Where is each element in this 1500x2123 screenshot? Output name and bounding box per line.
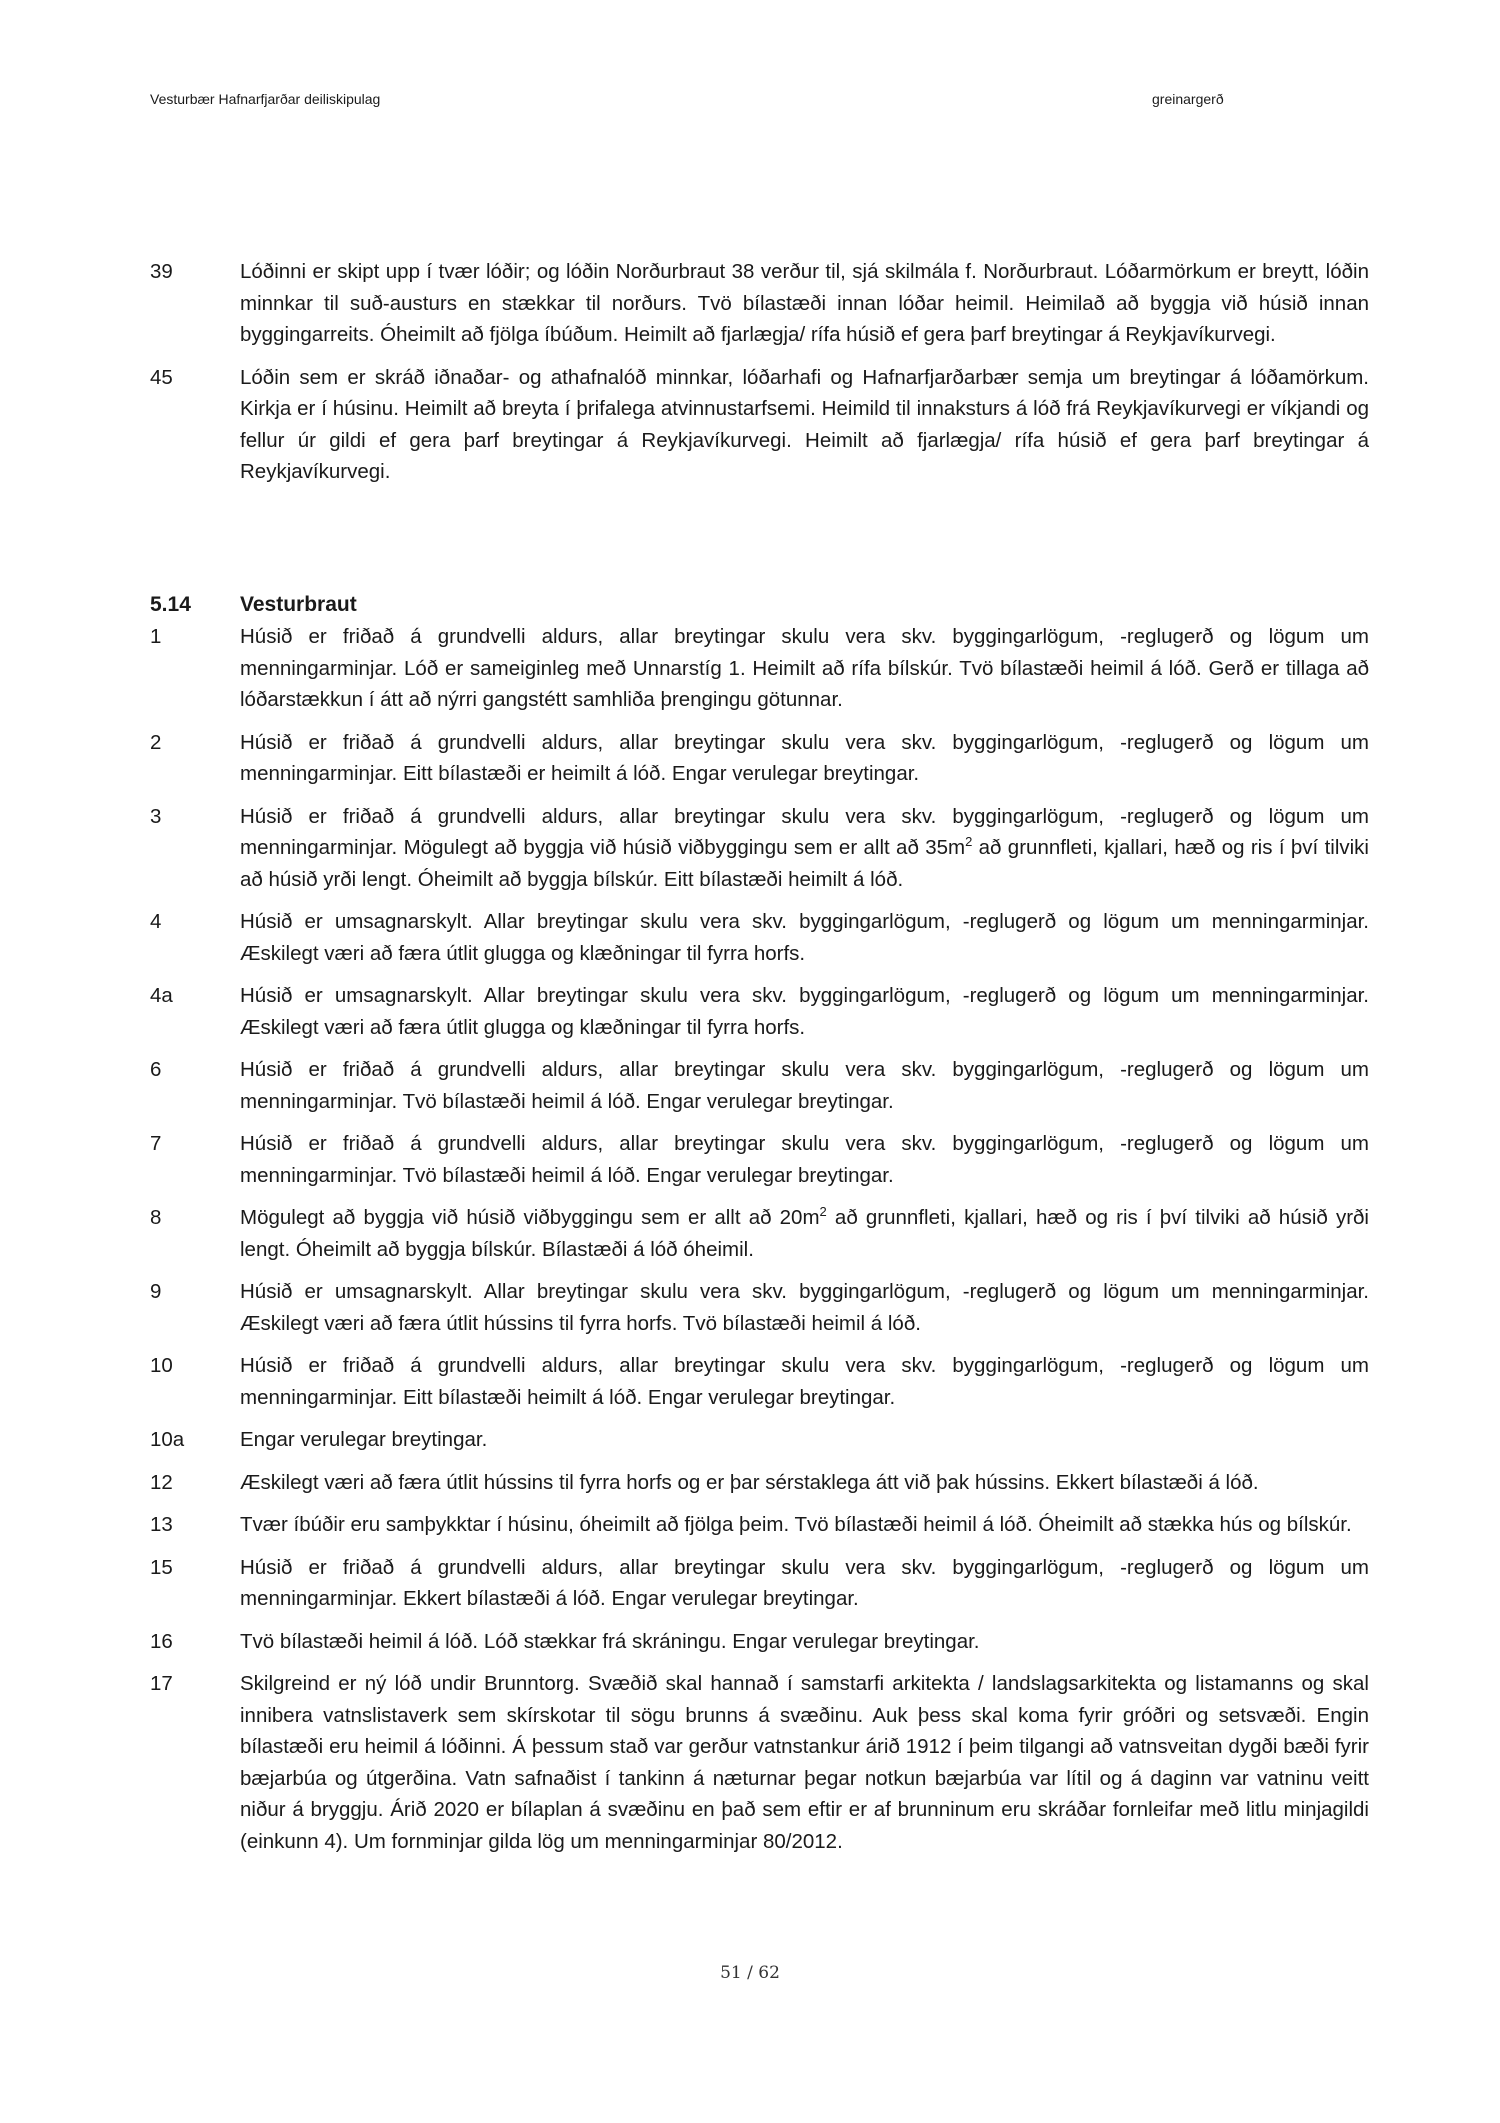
list-item [150,801,1369,896]
entry-number: 45 [150,365,173,389]
header-document-title: Vesturbær Hafnarfjarðar deiliskipulag [150,91,381,107]
list-item [150,1276,1369,1339]
list-item [150,621,1369,716]
entry-number: 2 [150,730,162,754]
list-item [150,1552,1369,1615]
entry-number: 12 [150,1470,173,1494]
entry-number: 17 [150,1672,173,1695]
list-item [150,1350,1369,1413]
entry-text-part: Mögulegt að byggja við húsið viðbyggingu sem er allt að 20m [240,1206,820,1229]
entry-text: Æskilegt væri að færa útlit hússins til fyrra horfs og er þar sérstaklega átt við þak hússins. Ekkert bílastæði á lóð. [240,1470,1259,1494]
entry-number: 13 [150,1513,173,1536]
entry-text: Húsið er friðað á grundvelli aldurs, allar breytingar skulu vera skv. byggingarlögum, -reglugerð og lögum um menningarminjar. Lóð er sameiginleg með Unnarstíg 1. Heimilt að rífa bílskúr. Tvö bílastæði heimil á lóð. Gerð er tillaga að lóðarstækkun í átt að nýrri gangstétt samhliða þrengingu götunnar. [240,625,1369,711]
entry-text: Lóðinni er skipt upp í tvær lóðir; og lóðin Norðurbraut 38 verður til, sjá skilmála f. Norðurbraut. Lóðarmörkum er breytt, lóðin minnkar til suð-austurs en stækkar til norðurs. Tvö bílastæði innan lóðar heimil. Heimilað að byggja við húsið innan byggingarreits. Óheimilt að fjölga íbúðum. Heimilt að fjarlægja/ rífa húsið ef gera þarf breytingar á Reykjavíkurvegi. [240,260,1369,346]
entry-text: Húsið er friðað á grundvelli aldurs, allar breytingar skulu vera skv. byggingarlögum, -reglugerð og lögum um menningarminjar. Eitt bílastæði heimilt á lóð. Engar verulegar breytingar. [240,1354,1369,1409]
entry-text: Húsið er umsagnarskylt. Allar breytingar skulu vera skv. byggingarlögum, -reglugerð og lögum um menningarminjar. Æskilegt væri að færa útlit hússins til fyrra horfs. Tvö bílastæði heimil á lóð. [240,1280,1369,1335]
entry-number: 10 [150,1354,173,1377]
list-item [150,1202,1369,1265]
entry-number: 16 [150,1629,173,1653]
entry-text-part: að grunnfleti, kjallari, hæð og ris í því tilviki að húsið yrði lengt. Óheimilt að byggja bílskúr. Bílastæði á lóð óheimil. [240,1206,1369,1261]
entry-number: 3 [150,804,162,828]
entry-number: 4 [150,910,162,933]
entry-text-part: að grunnfleti, kjallari, hæð og ris í því tilviki að húsið yrði lengt. Óheimilt að byggja bílskúr. Eitt bílastæði heimilt á lóð. [240,836,1369,891]
entry-text [240,1202,1369,1265]
entry-number: 8 [150,1206,162,1229]
superscript: 2 [965,834,973,850]
section-title: Vesturbraut [240,593,357,616]
list-item [150,1128,1369,1191]
entry-number: 10a [150,1428,185,1451]
entry-text: Húsið er friðað á grundvelli aldurs, allar breytingar skulu vera skv. byggingarlögum, -reglugerð og lögum um menningarminjar. Tvö bílastæði heimil á lóð. Engar verulegar breytingar. [240,1132,1369,1187]
entry-number: 6 [150,1058,162,1081]
list-item [150,1509,1369,1541]
entry-number: 1 [150,625,162,648]
entry-text: Húsið er umsagnarskylt. Allar breytingar skulu vera skv. byggingarlögum, -reglugerð og lögum um menningarminjar. Æskilegt væri að færa útlit glugga og klæðningar til fyrra horfs. [240,910,1369,965]
list-item [150,256,1369,351]
list-item [150,1467,1369,1499]
list-item [150,980,1369,1043]
entry-text: Húsið er friðað á grundvelli aldurs, allar breytingar skulu vera skv. byggingarlögum, -reglugerð og lögum um menningarminjar. Tvö bílastæði heimil á lóð. Engar verulegar breytingar. [240,1058,1369,1113]
entry-text: Skilgreind er ný lóð undir Brunntorg. Svæðið skal hannað í samstarfi arkitekta / landslagsarkitekta og listamanns og skal innibera vatnslistaverk sem skírskotar til sögu brunns á svæðinu. Auk þess skal koma fyrir gróðri og setsvæði. Engin bílastæði eru heimil á lóðinni. Á þessum stað var gerður vatnstankur árið 1912 í þeim tilgangi að vatnsveitan dygði bæði fyrir bæjarbúa og útgerðina. Vatn safnaðist í tankinn á næturnar þegar notkun bæjarbúa var lítil og á daginn var vatninu veitt niður á bryggju. Árið 2020 er bílaplan á svæðinu en það sem eftir er af brunninum eru skráðar fornleifar með litlu minjagildi (einkunn 4). Um fornminjar gilda lög um menningarminjar 80/2012. [240,1672,1369,1853]
entry-text [240,801,1369,896]
list-item [150,1668,1369,1857]
list-item [150,727,1369,790]
top-entries-list [150,256,1369,499]
entry-text: Tvær íbúðir eru samþykktar í húsinu, óheimilt að fjölga þeim. Tvö bílastæði heimil á lóð. Óheimilt að stækka hús og bílskúr. [240,1513,1352,1536]
section-number: 5.14 [150,593,191,616]
list-item [150,1424,1369,1456]
list-item [150,1626,1369,1658]
entry-text: Lóðin sem er skráð iðnaðar- og athafnalóð minnkar, lóðarhafi og Hafnarfjarðarbær semja um breytingar á lóðamörkum. Kirkja er í húsinu. Heimilt að breyta í þrifalega atvinnustarfsemi. Heimild til innaksturs á lóð frá Reykjavíkurvegi er víkjandi og fellur úr gildi ef gera þarf breytingar á Reykjavíkurvegi. Heimilt að fjarlægja/ rífa húsið ef gera þarf breytingar á Reykjavíkurvegi. [240,365,1369,483]
entry-number: 4a [150,984,173,1007]
list-item [150,1054,1369,1117]
entry-number: 15 [150,1555,173,1579]
section-entries-list [150,621,1369,1868]
entry-text: Húsið er friðað á grundvelli aldurs, allar breytingar skulu vera skv. byggingarlögum, -reglugerð og lögum um menningarminjar. Ekkert bílastæði á lóð. Engar verulegar breytingar. [240,1555,1369,1610]
entry-text: Engar verulegar breytingar. [240,1428,488,1451]
entry-number: 7 [150,1132,162,1155]
entry-text: Húsið er friðað á grundvelli aldurs, allar breytingar skulu vera skv. byggingarlögum, -reglugerð og lögum um menningarminjar. Eitt bílastæði er heimilt á lóð. Engar verulegar breytingar. [240,730,1369,785]
page-number: 51 / 62 [720,1963,780,1983]
header-section-label: greinargerð [1152,91,1224,107]
entry-number: 9 [150,1280,162,1303]
entry-text: Húsið er umsagnarskylt. Allar breytingar skulu vera skv. byggingarlögum, -reglugerð og lögum um menningarminjar. Æskilegt væri að færa útlit glugga og klæðningar til fyrra horfs. [240,984,1369,1039]
list-item [150,362,1369,488]
superscript: 2 [819,1204,827,1220]
entry-text: Tvö bílastæði heimil á lóð. Lóð stækkar frá skráningu. Engar verulegar breytingar. [240,1629,980,1653]
page-header [150,91,1250,115]
entry-number: 39 [150,260,173,283]
entry-text-part: Húsið er friðað á grundvelli aldurs, allar breytingar skulu vera skv. byggingarlögum, -reglugerð og lögum um menningarminjar. Mögulegt að byggja við húsið viðbyggingu sem er allt að 35m [240,804,1369,859]
list-item [150,906,1369,969]
section-heading [150,589,750,621]
